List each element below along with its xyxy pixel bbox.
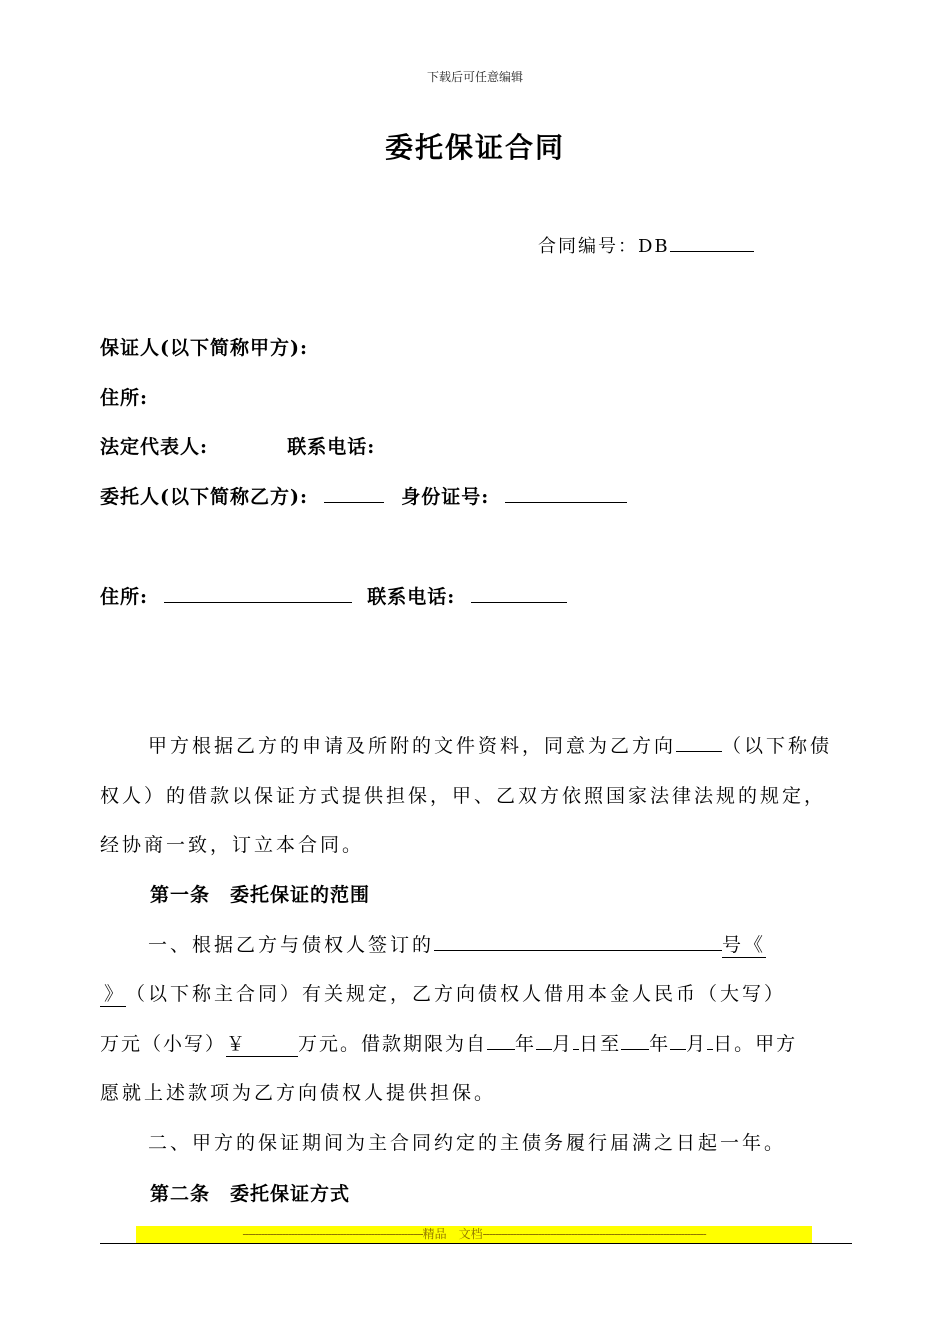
article-1-heading: 第一条 委托保证的范围 bbox=[150, 884, 371, 906]
guarantor-phone-label: 联系电话: bbox=[287, 436, 376, 458]
principal-phone-blank bbox=[471, 584, 567, 603]
footer-label: 精品 文档 bbox=[422, 1227, 483, 1241]
guarantor-line: 保证人(以下简称甲方): bbox=[100, 337, 308, 359]
article-1-line-4: 愿就上述款项为乙方向债权人提供担保。 bbox=[100, 1082, 497, 1104]
contract-number-blank bbox=[670, 233, 754, 252]
article-2-heading: 第二条 委托保证方式 bbox=[150, 1183, 351, 1205]
article-1-para-2: 二、甲方的保证期间为主合同约定的主债务履行届满之日起一年。 bbox=[148, 1132, 787, 1154]
id-number-blank bbox=[505, 484, 627, 503]
principal-name-blank bbox=[324, 484, 384, 503]
creditor-blank bbox=[676, 733, 722, 752]
main-contract-name: 》 bbox=[100, 979, 126, 1007]
contract-number bbox=[538, 232, 754, 258]
legal-rep-line bbox=[100, 432, 375, 459]
article-1-line-3: 万元（小写）￥ 万元。借款期限为自 年 月 日至 年 月 日。甲方 bbox=[100, 1029, 852, 1057]
amount-figures: ￥ bbox=[226, 1029, 298, 1057]
loan-contract-party-blank bbox=[434, 932, 722, 951]
guarantor-address: 住所: bbox=[100, 387, 149, 409]
legal-rep-label: 法定代表人: bbox=[100, 436, 209, 458]
contract-number-ref: 号《 bbox=[722, 930, 766, 958]
principal-address-blank bbox=[164, 584, 352, 603]
header-note: 下载后可任意编辑 bbox=[426, 70, 523, 84]
intro-line-1: 甲方根据乙方的申请及所附的文件资料，同意为乙方向 （以下称债 bbox=[148, 735, 833, 757]
intro-line-3: 经协商一致，订立本合同。 bbox=[100, 834, 365, 856]
article-1-line-2: 》（以下称主合同）有关规定，乙方向债权人借用本金人民币（大写） bbox=[100, 979, 852, 1007]
principal-address-line bbox=[100, 582, 567, 609]
principal-address-label: 住所: bbox=[100, 586, 149, 608]
id-number-label: 身份证号: bbox=[401, 486, 490, 508]
intro-line-2: 权人）的借款以保证方式提供担保，甲、乙双方依照国家法律法规的规定， bbox=[100, 785, 827, 807]
contract-number-label: 合同编号：DB bbox=[538, 236, 670, 257]
principal-line bbox=[100, 482, 627, 509]
principal-label: 委托人(以下简称乙方): bbox=[100, 486, 308, 508]
page-title: 委托保证合同 bbox=[384, 131, 565, 164]
footer-rule bbox=[100, 1243, 852, 1244]
article-1-line-1: 一、根据乙方与债权人签订的 号《 bbox=[100, 930, 852, 958]
footer-banner: -----------------------------------------------------------精品 文档------------------------------------------------------------------------- bbox=[136, 1226, 812, 1243]
principal-phone-label: 联系电话: bbox=[367, 586, 456, 608]
